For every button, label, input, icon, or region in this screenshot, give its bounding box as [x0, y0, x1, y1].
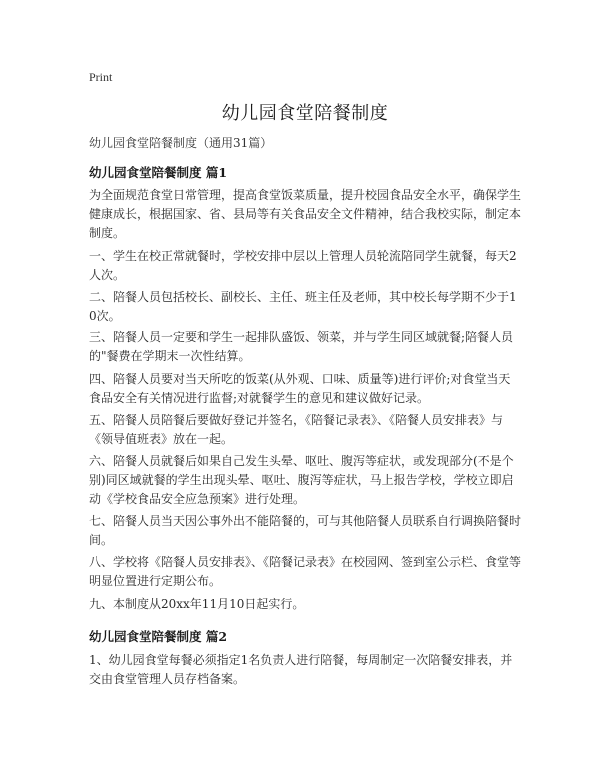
section-1-paragraph-6: 六、陪餐人员就餐后如果自己发生头晕、呕吐、腹泻等症状，或发现部分(不是个别)同区域就餐的学生出现头晕、呕吐、腹泻等症状，马上报告学校，学校立即启动《学校食品安全应急预案》进行处理。	[89, 454, 514, 506]
section-1-paragraph-3: 三、陪餐人员一定要和学生一起排队盛饭、领菜，并与学生同区域就餐;陪餐人员的"餐费在学期末一次性结算。	[89, 330, 514, 363]
print-link[interactable]: Print	[89, 70, 113, 84]
document-subtitle: 幼儿园食堂陪餐制度（通用31篇）	[89, 136, 273, 150]
page-title: 幼儿园食堂陪餐制度	[221, 103, 389, 124]
section-1-paragraph-5: 五、陪餐人员陪餐后要做好登记并签名，《陪餐记录表》、《陪餐人员安排表》与《领导值班表》放在一起。	[89, 413, 504, 446]
section-1-paragraph-1: 一、学生在校正常就餐时，学校安排中层以上管理人员轮流陪同学生就餐，每天2人次。	[89, 249, 517, 282]
section-2-paragraph-1: 1、幼儿园食堂每餐必须指定1名负责人进行陪餐，每周制定一次陪餐安排表，并交由食堂管理人员存档备案。	[89, 653, 513, 686]
section-heading-1: 幼儿园食堂陪餐制度 篇1	[89, 165, 228, 180]
section-1-paragraph-2: 二、陪餐人员包括校长、副校长、主任、班主任及老师，其中校长每学期不少于10次。	[89, 290, 517, 323]
section-1-paragraph-8: 八、学校将《陪餐人员安排表》、《陪餐记录表》在校园网、签到室公示栏、食堂等明显位置进行定期公布。	[89, 555, 522, 588]
section-1-paragraph-intro: 为全面规范食堂日常管理，提高食堂饭菜质量，提升校园食品安全水平，确保学生健康成长，根据国家、省、县局等有关食品安全文件精神，结合我校实际，制定本制度。	[89, 188, 522, 240]
section-1-paragraph-7: 七、陪餐人员当天因公事外出不能陪餐的，可与其他陪餐人员联系自行调换陪餐时间。	[89, 514, 522, 547]
section-1-paragraph-4: 四、陪餐人员要对当天所吃的饭菜(从外观、口味、质量等)进行评价;对食堂当天食品安全有关情况进行监督;对就餐学生的意见和建议做好记录。	[89, 372, 511, 405]
section-1-paragraph-9: 九、本制度从20xx年11月10日起实行。	[89, 597, 305, 611]
section-heading-2: 幼儿园食堂陪餐制度 篇2	[89, 629, 228, 644]
